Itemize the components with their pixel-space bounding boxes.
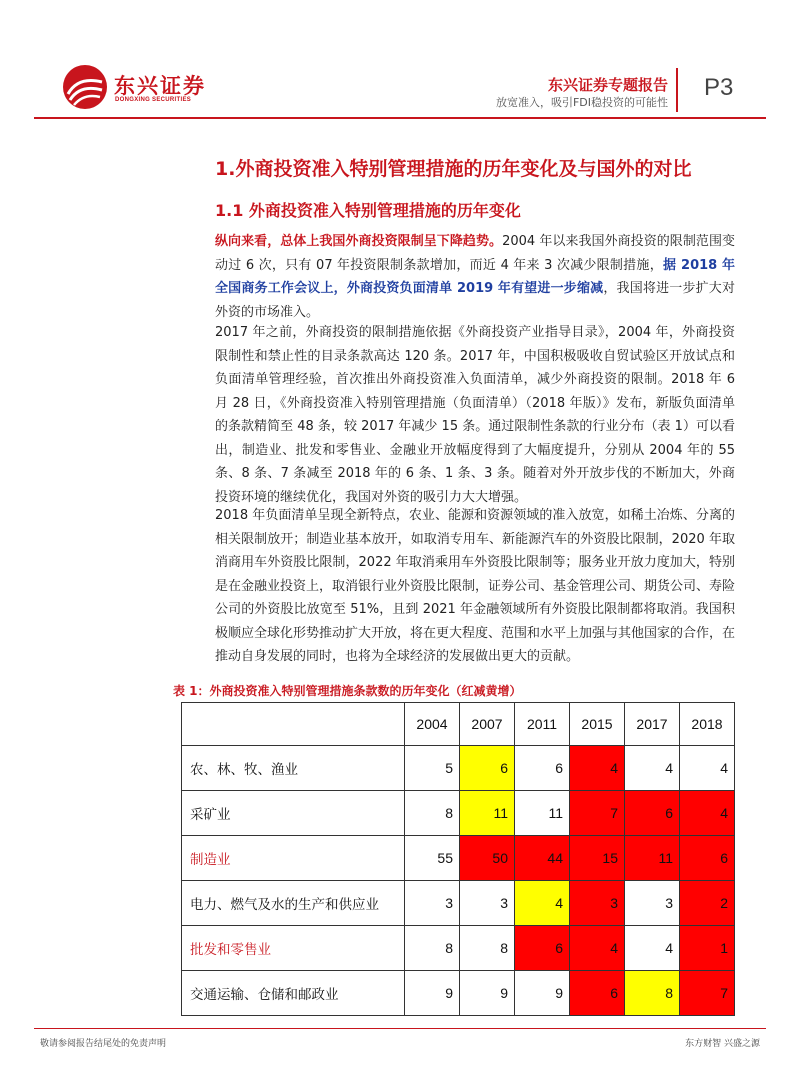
paragraph-1-lead: 纵向来看，总体上我国外商投资限制呈下降趋势。	[215, 234, 503, 249]
footer-disclaimer: 敬请参阅报告结尾处的免责声明	[40, 1039, 167, 1049]
page-number: P3	[704, 74, 734, 101]
footer-rule	[34, 1028, 766, 1029]
subsection-heading: 1.1 外商投资准入特别管理措施的历年变化	[215, 201, 521, 220]
industry-label: 电力、燃气及水的生产和供应业	[182, 881, 405, 926]
table-cell: 3	[405, 881, 460, 926]
industry-label: 制造业	[182, 836, 405, 881]
table-cell: 44	[515, 836, 570, 881]
year-header: 2004	[405, 703, 460, 746]
logo-text-cn: 东兴证券	[114, 74, 206, 98]
table-cell: 8	[405, 926, 460, 971]
table-cell: 4	[515, 881, 570, 926]
footer-slogan: 东方财智 兴盛之源	[685, 1039, 760, 1049]
table-cell: 4	[680, 746, 735, 791]
table-row	[182, 836, 735, 881]
table-cell: 5	[405, 746, 460, 791]
table-cell: 4	[625, 926, 680, 971]
table-cell: 3	[570, 881, 625, 926]
table-row	[182, 926, 735, 971]
table-cell: 11	[625, 836, 680, 881]
paragraph-2: 2017 年之前，外商投资的限制措施依据《外商投资产业指导目录》，2004 年，外商投资限制性和禁止性的目录条款高达 120 条。2017 年，中国积极吸收自贸试验区开放试点和负面清单管理经验，首次推出外商投资准入负面清单，减少外商投资的限制。2018 年 6 月 28 日，《外商投资准入特别管理措施（负面清单）（2018 年版）》发布，新版负面清单的条款精简至 48 条，较 2017 年减少 15 条。通过限制性条款的行业分布（表 1）可以看出，制造业、批发和零售业、金融业开放幅度得到了大幅度提升，分别从 2004 年的 55 条、8 条、7 条减至 2018 年的 6 条、1 条、3 条。随着对外开放步伐的不断加大，外商投资环境的继续优化，我国对外资的吸引力大大增强。	[215, 325, 735, 505]
table-cell: 6	[515, 926, 570, 971]
company-logo	[62, 64, 242, 114]
table-cell: 6	[625, 791, 680, 836]
table-cell: 8	[625, 971, 680, 1016]
table-row	[182, 791, 735, 836]
table-cell: 11	[460, 791, 515, 836]
data-table	[181, 702, 735, 1016]
paragraph-1-end: ，我国将进一步扩大对外资的市场准入。	[215, 281, 735, 320]
paragraph-1	[215, 230, 735, 324]
year-header: 2015	[570, 703, 625, 746]
table-cell: 9	[515, 971, 570, 1016]
table-cell: 3	[460, 881, 515, 926]
year-header: 2018	[680, 703, 735, 746]
table-cell: 6	[680, 836, 735, 881]
table-cell: 9	[460, 971, 515, 1016]
year-header: 2011	[515, 703, 570, 746]
header-divider	[676, 68, 678, 112]
table-cell: 7	[570, 791, 625, 836]
paragraph-3: 2018 年负面清单呈现全新特点，农业、能源和资源领域的准入放宽，如稀土冶炼、分离的相关限制放开；制造业基本放开，如取消专用车、新能源汽车的外资股比限制，2020 年取消商用车外资股比限制，2022 年取消乘用车外资股比限制等；服务业开放力度加大，特别是在金融业投资上，取消银行业外资股比限制，证券公司、基金管理公司、期货公司、寿险公司的外资股比放宽至 51%，且到 2021 年金融领域所有外资股比限制都将取消。我国积极顺应全球化形势推动扩大开放，将在更大程度、范围和水平上加强与其他国家的合作，在推动自身发展的同时，也将为全球经济的发展做出更大的贡献。	[215, 508, 736, 664]
table-row	[182, 746, 735, 791]
report-title: 东兴证券专题报告	[547, 76, 668, 94]
section-heading: 1.外商投资准入特别管理措施的历年变化及与国外的对比	[215, 158, 692, 180]
table-caption: 表 1：外商投资准入特别管理措施条款数的历年变化（红减黄增）	[173, 684, 522, 698]
industry-label: 交通运输、仓储和邮政业	[182, 971, 405, 1016]
dongxing-logo-icon	[62, 64, 108, 110]
table-cell: 6	[515, 746, 570, 791]
table-cell: 3	[625, 881, 680, 926]
table-cell: 4	[570, 926, 625, 971]
table-cell: 8	[405, 791, 460, 836]
report-subtitle: 放宽准入，吸引FDI稳投资的可能性	[495, 96, 668, 109]
table-cell: 50	[460, 836, 515, 881]
table-cell: 55	[405, 836, 460, 881]
table-cell: 6	[460, 746, 515, 791]
table-cell: 7	[680, 971, 735, 1016]
header-rule	[34, 117, 766, 119]
industry-label: 农、林、牧、渔业	[182, 746, 405, 791]
industry-label: 采矿业	[182, 791, 405, 836]
table-cell: 15	[570, 836, 625, 881]
year-header: 2007	[460, 703, 515, 746]
paragraph-1-body: 2004 年以来我国外商投资的限制范围变动过 6 次，只有 07 年投资限制条款增加，而近 4 年来 3 次减少限制措施，	[215, 234, 735, 273]
table-cell: 4	[680, 791, 735, 836]
year-header: 2017	[625, 703, 680, 746]
table-row	[182, 881, 735, 926]
table-cell: 4	[570, 746, 625, 791]
table-cell: 11	[515, 791, 570, 836]
table-cell: 4	[625, 746, 680, 791]
table-cell: 2	[680, 881, 735, 926]
table-cell: 8	[460, 926, 515, 971]
table-cell: 6	[570, 971, 625, 1016]
table-cell: 1	[680, 926, 735, 971]
table-corner-cell	[182, 703, 405, 746]
data-table-container	[181, 702, 735, 1016]
logo-text-en: DONGXING SECURITIES	[115, 97, 192, 103]
industry-label: 批发和零售业	[182, 926, 405, 971]
table-row	[182, 971, 735, 1016]
paragraph-1-emphasis: 据 2018 年全国商务工作会议上，外商投资负面清单 2019 年有望进一步缩减	[215, 257, 735, 296]
table-cell: 9	[405, 971, 460, 1016]
table-header-row	[182, 703, 735, 746]
